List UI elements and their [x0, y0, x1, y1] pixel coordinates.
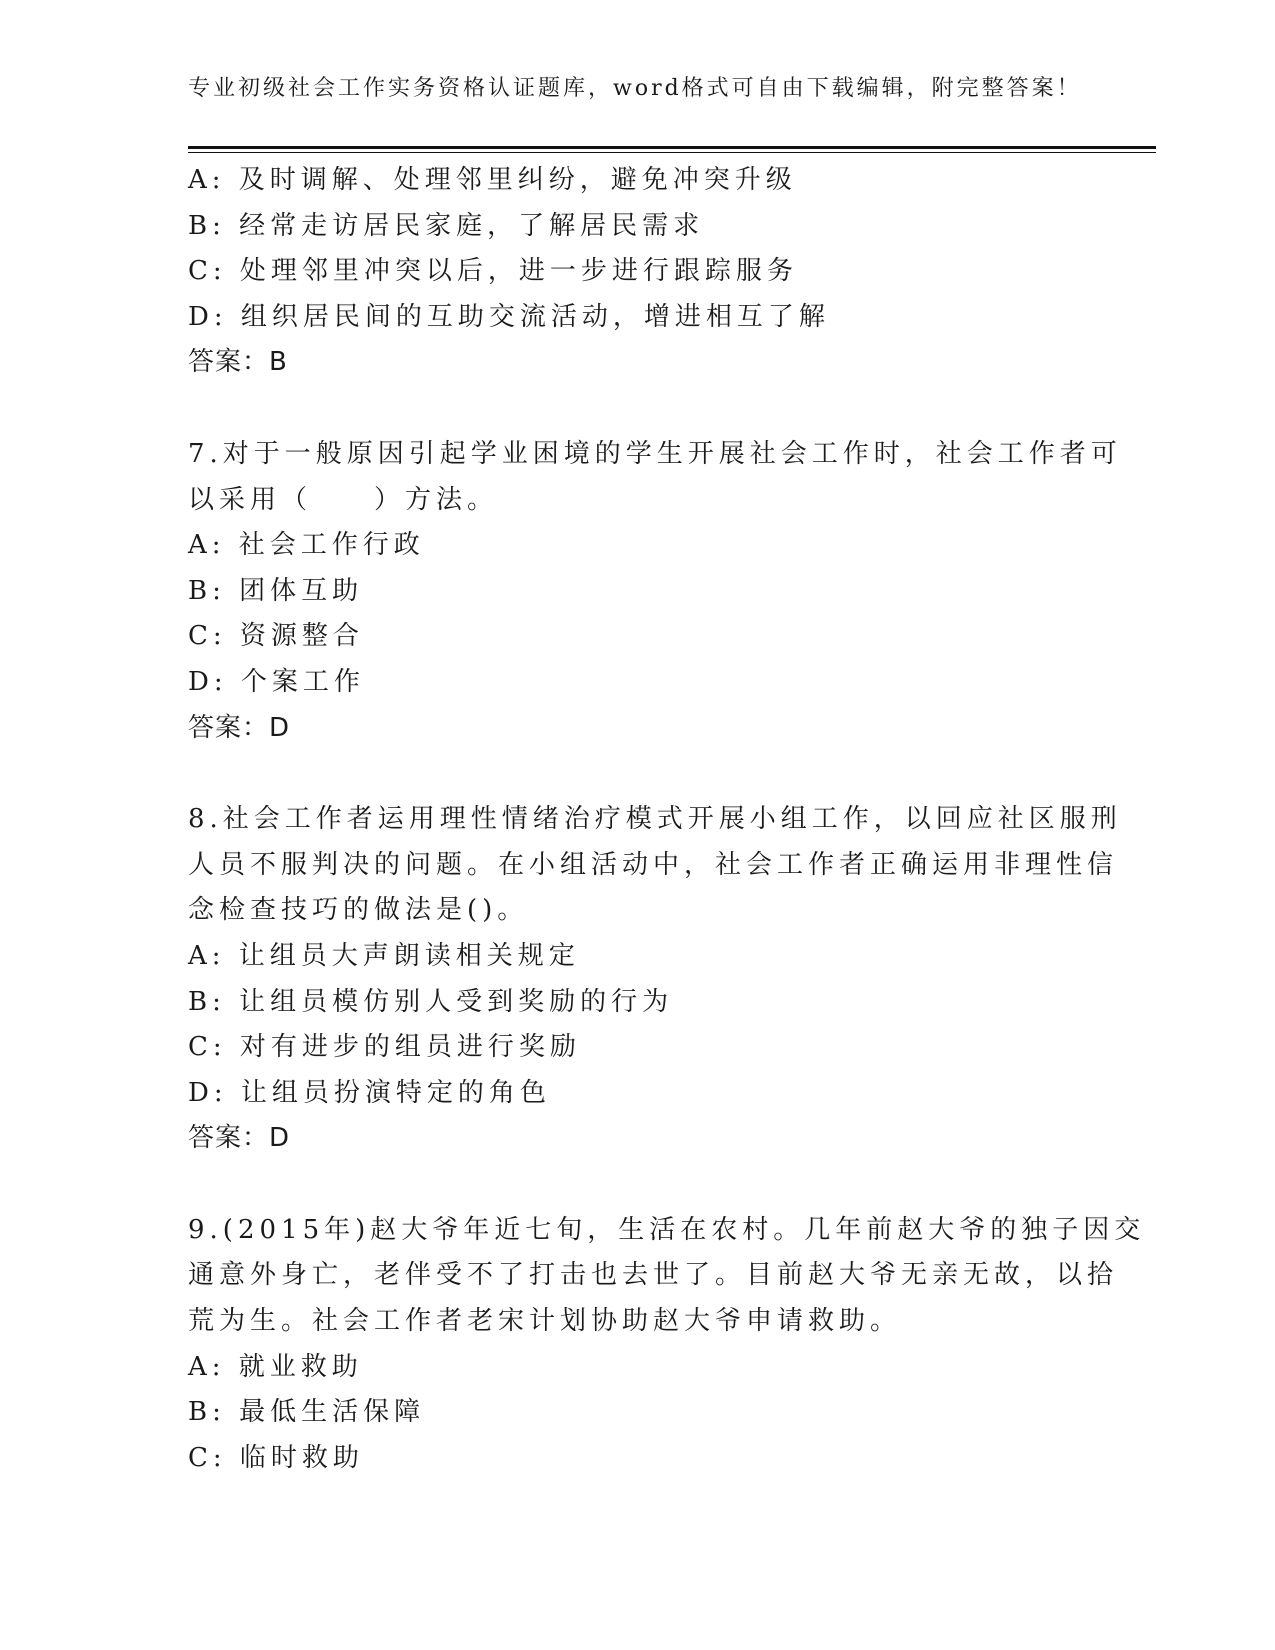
answer-option: D: 组织居民间的互助交流活动，增进相互了解 [188, 301, 830, 332]
answer-option: D: 让组员扮演特定的角色 [188, 1077, 551, 1108]
page-header: 专业初级社会工作实务资格认证题库，word格式可自由下载编辑，附完整答案！ [188, 76, 1082, 101]
answer-option: B: 让组员模仿别人受到奖励的行为 [188, 986, 674, 1017]
question-block [188, 751, 1122, 1162]
answer-option: A: 及时调解、处理邻里纠纷，避免冲突升级 [188, 165, 797, 195]
answer-option: C: 处理邻里冲突以后，进一步进行跟踪服务 [188, 256, 798, 287]
block-gap [188, 1162, 1088, 1208]
question-block [188, 386, 1122, 751]
answer-option: B: 团体互助 [188, 575, 364, 606]
answer-option: B: 经常走访居民家庭，了解居民需求 [188, 210, 705, 241]
answer-option: A: 就业救助 [188, 1351, 363, 1382]
answer-key: 答案：D [188, 1123, 291, 1154]
answer-key: 答案：B [188, 347, 288, 378]
block-gap [188, 751, 1088, 797]
answer-option: C: 对有进步的组员进行奖励 [188, 1032, 581, 1063]
block-gap [188, 386, 1088, 432]
question-stem-line: 荒为生。社会工作者老宋计划协助赵大爷申请救助。 [188, 1306, 902, 1337]
answer-option: B: 最低生活保障 [188, 1397, 426, 1428]
answer-option: A: 让组员大声朗读相关规定 [188, 940, 580, 971]
header-rule-thin [188, 152, 1156, 153]
question-stem-line: 7.对于一般原因引起学业困境的学生开展社会工作时，社会工作者可 [188, 438, 1122, 469]
question-stem-line: 9.(2015年)赵大爷年近七旬，生活在农村。几年前赵大爷的独子因交 [188, 1214, 1146, 1245]
question-stem-line: 以采用（ ）方法。 [188, 484, 499, 515]
answer-key: 答案：D [188, 712, 291, 743]
question-stem-line: 人员不服判决的问题。在小组活动中，社会工作者正确运用非理性信 [188, 849, 1119, 880]
answer-option: D: 个案工作 [188, 666, 365, 697]
question-block [188, 158, 1088, 386]
answer-option: A: 社会工作行政 [188, 530, 425, 561]
question-block [188, 1162, 1146, 1482]
question-list [188, 158, 1146, 1481]
question-stem-line: 8.社会工作者运用理性情绪治疗模式开展小组工作，以回应社区服刑 [188, 804, 1122, 835]
answer-option: C: 资源整合 [188, 621, 364, 652]
answer-option: C: 临时救助 [188, 1442, 364, 1473]
question-stem-line: 通意外身亡，老伴受不了打击也去世了。目前赵大爷无亲无故，以拾 [188, 1260, 1119, 1291]
header-rule-thick [188, 146, 1156, 149]
question-stem-line: 念检查技巧的做法是()。 [188, 895, 529, 926]
